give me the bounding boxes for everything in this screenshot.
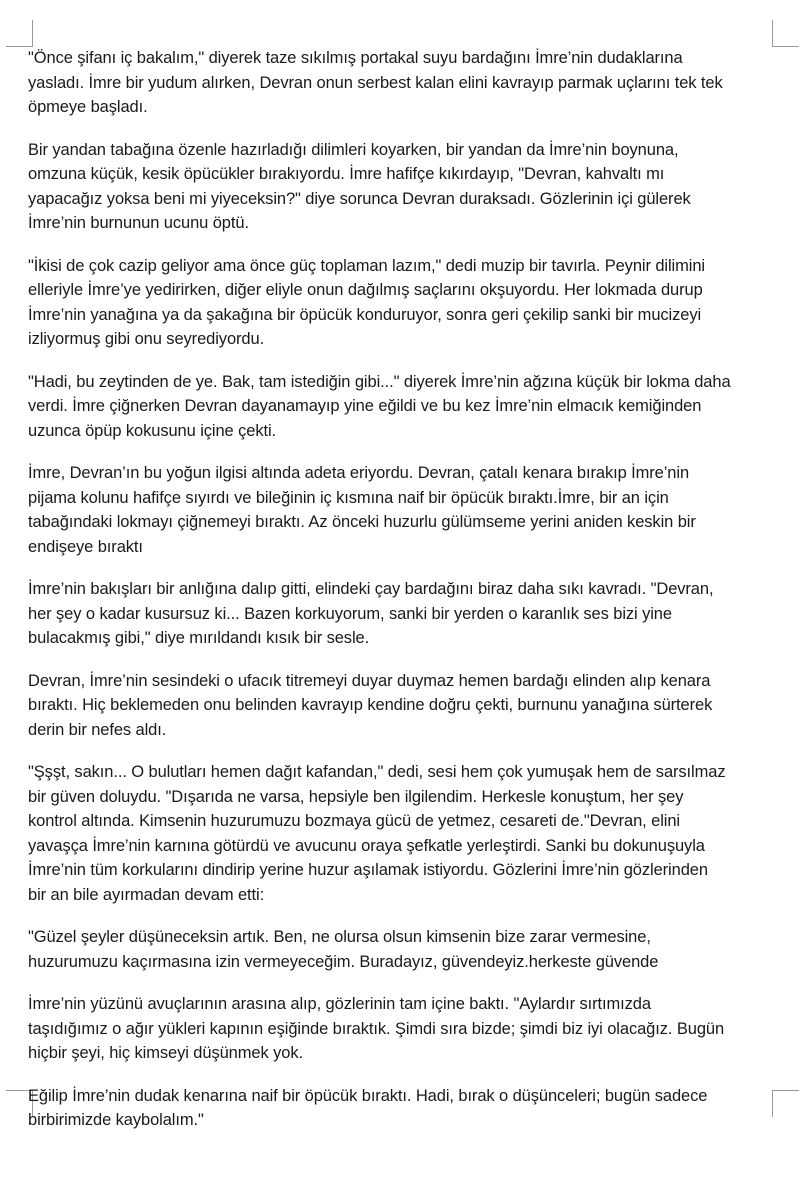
text-line: yasladı. İmre bir yudum alırken, Devran onun serbest kalan elini kavrayıp parmak uçlarını tek tek [28, 73, 723, 92]
paragraph [28, 925, 788, 974]
text-line: bir güven doluydu. "Dışarıda ne varsa, hepsiyle ben ilgilendim. Herkesle konuştum, her şey [28, 787, 684, 806]
text-line: İmre, Devran’ın bu yoğun ilgisi altında adeta eriyordu. Devran, çatalı kenara bırakıp İmre’nin [28, 464, 690, 482]
text-line: endişeye bıraktı [28, 537, 143, 556]
text-line: Devran, İmre’nin sesindeki o ufacık titremeyi duyar duymaz hemen bardağı elinden alıp kenara [28, 671, 711, 690]
paragraph [28, 760, 788, 907]
text-line: öpmeye başladı. [28, 98, 148, 116]
text-line: "Şşşt, sakın... O bulutları hemen dağıt kafandan," dedi, sesi hem çok yumuşak hem de sarsılmaz [28, 763, 726, 781]
paragraph [28, 577, 788, 651]
text-line: derin bir nefes aldı. [28, 720, 167, 739]
paragraph [28, 669, 788, 743]
text-line: izliyormuş gibi onu seyrediyordu. [28, 330, 265, 348]
text-line: "İkisi de çok cazip geliyor ama önce güç toplaman lazım," dedi muzip bir tavırla. Peynir dilimini [28, 256, 705, 275]
crop-mark-top-right [772, 20, 799, 47]
text-line: her şey o kadar kusursuz ki... Bazen korkuyorum, sanki bir yerden o karanlık ses bizi yine [28, 604, 672, 623]
paragraph [28, 46, 788, 120]
text-line: "Önce şifanı iç bakalım," diyerek taze sıkılmış portakal suyu bardağını İmre’nin dudaklarına [28, 49, 683, 67]
text-line: birbirimizde kaybolalım." [28, 1111, 204, 1129]
text-line: İmre’nin bakışları bir anlığına dalıp gitti, elindeki çay bardağını biraz daha sıkı kavradı. "Devran, [28, 580, 714, 598]
text-line: bir an bile ayırmadan devam etti: [28, 885, 265, 904]
text-line: "Hadi, bu zeytinden de ye. Bak, tam istediğin gibi..." diyerek İmre’nin ağzına küçük bir lokma daha [28, 372, 731, 391]
text-line: Eğilip İmre’nin dudak kenarına naif bir öpücük bıraktı. Hadi, bırak o düşünceleri; bugün sadece [28, 1086, 708, 1105]
text-line: Bir yandan tabağına özenle hazırladığı dilimleri koyarken, bir yandan da İmre’nin boynuna, [28, 140, 679, 159]
text-line: yapacağız yoksa beni mi yiyeceksin?" diye sorunca Devran duraksadı. Gözlerinin içi gülerek [28, 189, 691, 208]
text-line: yavaşça İmre’nin karnına götürdü ve avucunu oraya şefkatle yerleştirdi. Sanki bu dokunuşuyla [28, 836, 705, 855]
text-line: omzuna küçük, kesik öpücükler bırakıyordu. İmre hafifçe kıkırdayıp, "Devran, kahvaltı mı [28, 165, 665, 183]
text-line: tabağındaki lokmayı çiğnemeyi bıraktı. Az önceki huzurlu gülümseme yerini aniden keskin bir [28, 513, 696, 531]
text-line: hiçbir şeyi, hiç kimseyi düşünmek yok. [28, 1044, 303, 1062]
text-line: kontrol altında. Kimsenin huzurumuzu bozmaya gücü de yetmez, cesareti de."Devran, elini [28, 812, 680, 830]
text-line: uzunca öpüp kokusunu içine çekti. [28, 421, 277, 440]
paragraph [28, 370, 788, 444]
text-line: "Güzel şeyler düşüneceksin artık. Ben, ne olursa olsun kimsenin bize zarar vermesine, [28, 928, 651, 946]
text-line: pijama kolunu hafifçe sıyırdı ve bileğinin iç kısmına naif bir öpücük bıraktı.İmre, bir an için [28, 488, 669, 507]
text-line: bıraktı. Hiç beklemeden onu belinden kavrayıp kendine doğru çekti, burnunu yanağına sürterek [28, 696, 713, 714]
crop-mark-top-left [6, 20, 33, 47]
text-line: İmre’nin yüzünü avuçlarının arasına alıp, gözlerinin tam içine baktı. "Aylardır sırtımızda [28, 995, 651, 1013]
text-line: elleriyle İmre’ye yedirirken, diğer eliyle onun dağılmış saçlarını okşuyordu. Her lokmada durup [28, 281, 703, 299]
paragraph [28, 461, 788, 559]
text-line: huzurumuzu kaçırmasına izin vermeyeceğim. Buradayız, güvendeyiz.herkeste güvende [28, 952, 659, 971]
paragraph [28, 138, 788, 236]
text-line: İmre’nin tüm korkularını dindirip yerine huzur aşılamak istiyordu. Gözlerini İmre’nin gözlerinden [28, 861, 708, 879]
text-line: taşıdığımız o ağır yükleri kapının eşiğinde bıraktık. Şimdi sıra bizde; şimdi biz iyi olacağız. Bugün [28, 1019, 725, 1038]
text-line: İmre’nin yanağına ya da şakağına bir öpücük konduruyor, sonra geri çekilip sanki bir mucizeyi [28, 305, 702, 324]
paragraph [28, 992, 788, 1066]
document-body [28, 46, 788, 1151]
text-line: İmre’nin burnunun ucunu öptü. [28, 214, 249, 232]
paragraph [28, 254, 788, 352]
text-line: verdi. İmre çiğnerken Devran dayanamayıp yine eğildi ve bu kez İmre’nin elmacık kemiğinden [28, 397, 702, 415]
text-line: bulacakmış gibi," diye mırıldandı kısık bir sesle. [28, 629, 370, 647]
paragraph [28, 1084, 788, 1133]
